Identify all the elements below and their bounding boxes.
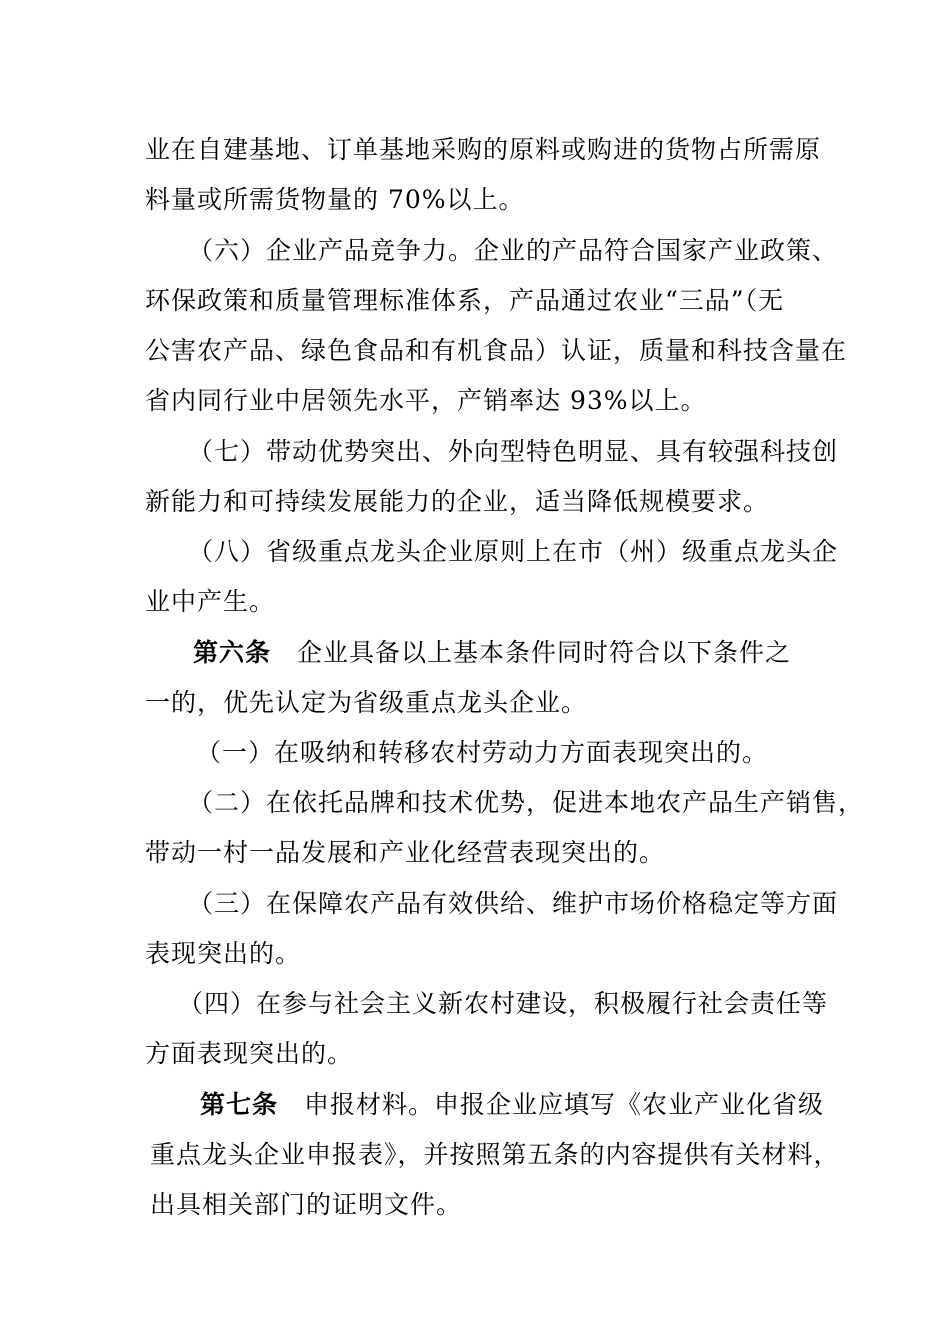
paragraph-line: （六）企业产品竞争力。企业的产品符合国家产业政策、 — [188, 236, 839, 265]
paragraph-line: 一的，优先认定为省级重点龙头企业。 — [145, 688, 588, 717]
paragraph-line: 方面表现突出的。 — [145, 1039, 354, 1068]
paragraph-line: 出具相关部门的证明文件。 — [150, 1190, 463, 1219]
paragraph-line: 表现突出的。 — [145, 939, 302, 968]
article-6-text: 企业具备以上基本条件同时符合以下条件之 — [297, 638, 792, 667]
paragraph-line: 环保政策和质量管理标准体系，产品通过农业“三品”（无 — [145, 286, 785, 315]
paragraph-line: 业中产生。 — [145, 587, 276, 616]
paragraph-line: （四）在参与社会主义新农村建设，积极履行社会责任等 — [178, 989, 829, 1018]
article-6-heading: 第六条 — [193, 638, 272, 667]
article-6-line — [193, 636, 791, 670]
paragraph-line: 公害农产品、绿色食品和有机食品）认证，质量和科技含量在 — [145, 336, 848, 365]
article-7-line — [200, 1088, 824, 1122]
paragraph-line: （七）带动优势突出、外向型特色明显、具有较强科技创 — [188, 437, 839, 466]
paragraph-line: 带动一村一品发展和产业化经营表现突出的。 — [145, 838, 666, 867]
paragraph-line: 新能力和可持续发展能力的企业，适当降低规模要求。 — [145, 487, 770, 516]
paragraph-line: （三）在保障农产品有效供给、维护市场价格稳定等方面 — [188, 889, 839, 918]
paragraph-line: 料量或所需货物量的 70%以上。 — [145, 185, 525, 214]
paragraph-line: （二）在依托品牌和技术优势，促进本地农产品生产销售， — [188, 788, 865, 817]
paragraph-line: （一）在吸纳和转移农村劳动力方面表现突出的。 — [196, 738, 769, 767]
article-7-heading: 第七条 — [200, 1090, 279, 1119]
paragraph-line: 重点龙头企业申报表》，并按照第五条的内容提供有关材料， — [150, 1140, 840, 1169]
paragraph-line: 业在自建基地、订单基地采购的原料或购进的货物占所需原 — [145, 135, 822, 164]
paragraph-line: （八）省级重点龙头企业原则上在市（州）级重点龙头企 — [188, 537, 839, 566]
paragraph-line: 省内同行业中居领先水平，产销率达 93%以上。 — [145, 386, 707, 415]
article-7-text: 申报材料。申报企业应填写《农业产业化省级 — [304, 1090, 825, 1119]
